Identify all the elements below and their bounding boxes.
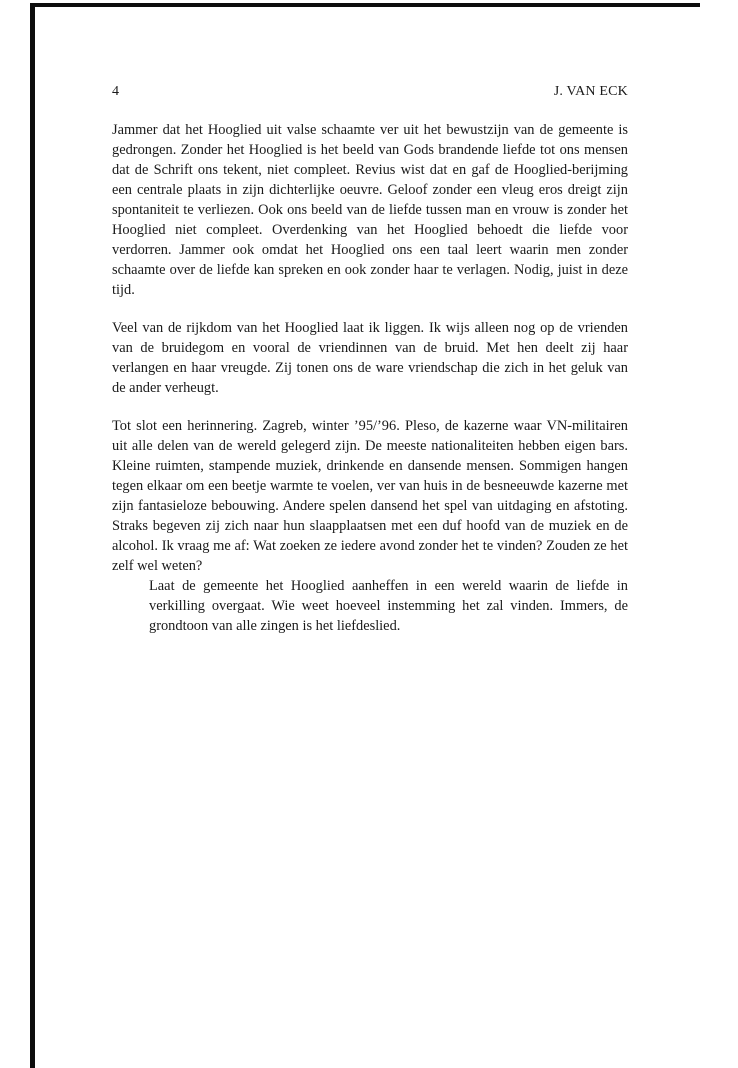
scan-border-left xyxy=(30,3,35,1068)
paragraph-friends: Veel van de rijkdom van het Hooglied laat ik liggen. Ik wijs alleen nog op de vrienden van de bruidegom en vooral de vriendinnen van de bruid. Met hen deelt zij haar verlangen en haar vreugde. Zij tonen ons de ware vriendschap die zich in het geluk van de ander verheugt. xyxy=(112,320,628,396)
scan-border-top xyxy=(30,3,700,7)
running-head-author: J. VAN ECK xyxy=(553,84,628,99)
paragraph-closing: Laat de gemeente het Hooglied aanheffen in een wereld waarin de liefde in verkilling overgaat. Wie weet hoeveel instemming het zal vinden. Immers, de grondtoon van alle zingen is het liefdeslied. xyxy=(149,578,628,634)
body-text xyxy=(112,120,628,636)
paragraph-zagreb-memory: Tot slot een herinnering. Zagreb, winter ’95/’96. Pleso, de kazerne waar VN-militairen uit alle delen van de wereld gelegerd zijn. De meeste nationaliteiten hebben eigen bars. Kleine ruimten, stampende muziek, drinkende en dansende mensen. Sommigen hangen tegen elkaar om een beetje warmte te voelen, ver van huis in de besneeuwde kazerne met zijn fantasieloze bebouwing. Andere spelen dansend het spel van uitdaging en afstoting. Straks begeven zij zich naar hun slaapplaatsen met een duf hoofd van de muziek en de alcohol. Ik vraag me af: Wat zoeken ze iedere avond zonder het te vinden? Zouden ze het zelf wel weten? xyxy=(112,418,628,574)
paragraph-hooglied-shame: Jammer dat het Hooglied uit valse schaamte ver uit het bewustzijn van de gemeente is gedrongen. Zonder het Hooglied is het beeld van Gods brandende liefde tot ons mensen dat de Schrift ons tekent, niet compleet. Revius wist dat en gaf de Hooglied-berijming een centrale plaats in zijn dichterlijke oeuvre. Geloof zonder een vleug eros dreigt zijn spontaniteit te verliezen. Ook ons beeld van de liefde tussen man en vrouw is zonder het Hooglied niet compleet. Overdenking van het Hooglied behoedt die liefde voor verdorren. Jammer ook omdat het Hooglied ons een taal leert waarin men zonder schaamte over de liefde kan spreken en ook zonder haar te verlagen. Nodig, juist in deze tijd. xyxy=(112,122,628,298)
page-number: 4 xyxy=(112,84,119,99)
